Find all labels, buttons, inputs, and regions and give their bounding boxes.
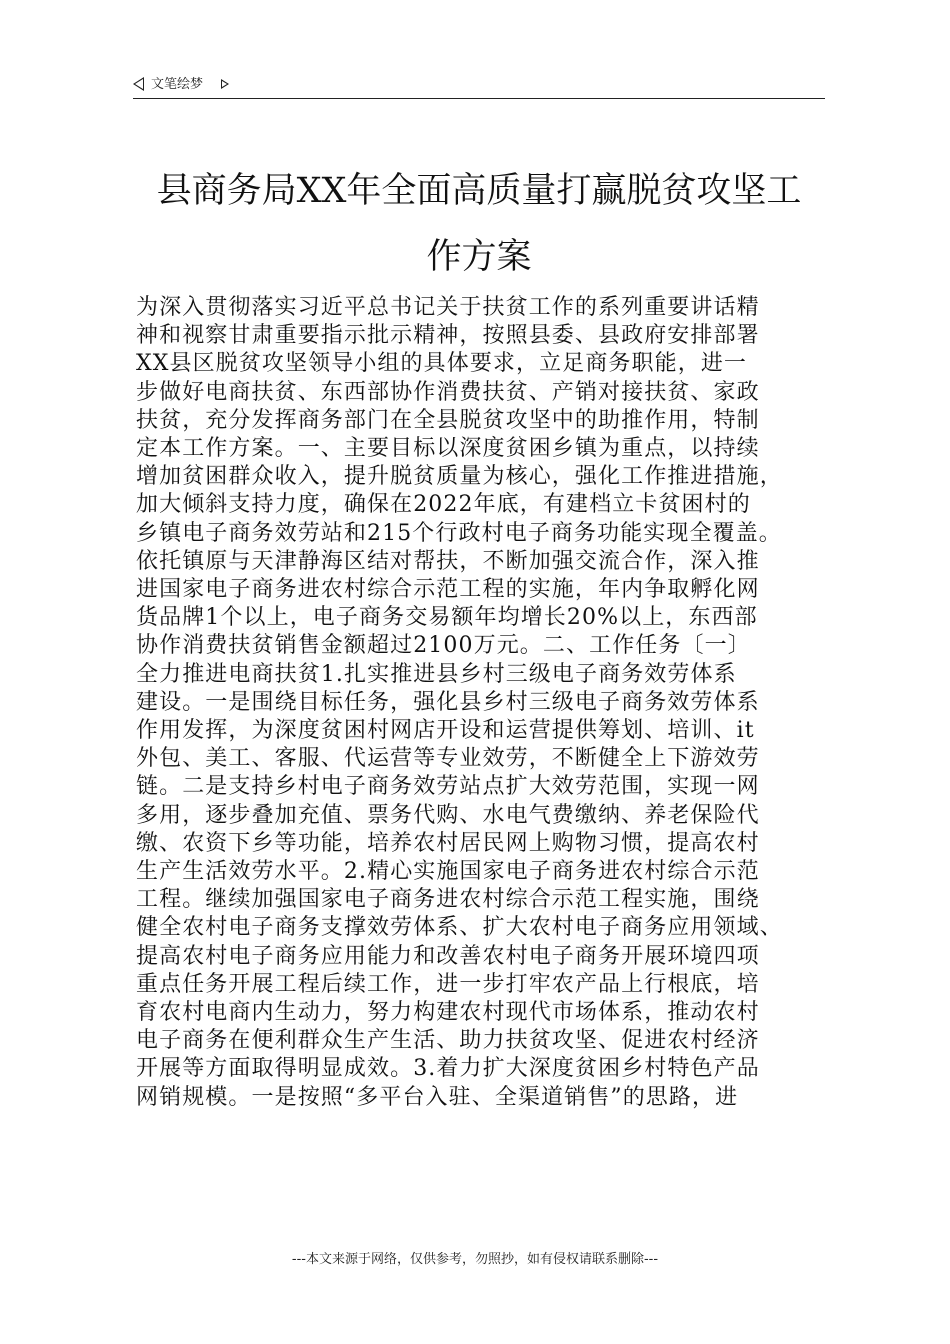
body-line: 多用，逐步叠加充值、票务代购、水电气费缴纳、养老保险代: [136, 802, 760, 828]
body-line: 建设。一是围绕目标任务，强化县乡村三级电子商务效劳体系: [136, 689, 760, 715]
body-line: 育农村电商内生动力，努力构建农村现代市场体系，推动农村: [136, 1000, 760, 1026]
body-paragraph: [136, 294, 836, 1112]
body-line: 作用发挥，为深度贫困村网店开设和运营提供筹划、培训、it: [136, 718, 755, 744]
body-line: 健全农村电子商务支撑效劳体系、扩大农村电子商务应用领域、: [136, 915, 783, 941]
page-header: [133, 76, 825, 99]
body-line: 为深入贯彻落实习近平总书记关于扶贫工作的系列重要讲话精: [136, 295, 760, 320]
body-line: 提高农村电子商务应用能力和改善农村电子商务开展环境四项: [136, 943, 760, 969]
body-line: 开展等方面取得明显成效。3.着力扩大深度贫困乡村特色产品: [136, 1056, 760, 1082]
body-line: 电子商务在便利群众生产生活、助力扶贫攻坚、促进农村经济: [136, 1028, 760, 1054]
body-line: 工程。继续加强国家电子商务进农村综合示范工程实施，围绕: [136, 887, 760, 913]
body-line: 进国家电子商务进农村综合示范工程的实施，年内争取孵化网: [136, 577, 760, 603]
body-line: 步做好电商扶贫、东西部协作消费扶贫、产销对接扶贫、家政: [136, 379, 760, 405]
body-line: 全力推进电商扶贫1.扎实推进县乡村三级电子商务效劳体系: [136, 661, 737, 687]
body-line: 乡镇电子商务效劳站和215个行政村电子商务功能实现全覆盖。: [136, 520, 782, 546]
triangle-left-icon: [133, 77, 144, 91]
body-line: 扶贫，充分发挥商务部门在全县脱贫攻坚中的助推作用，特制: [136, 407, 760, 433]
title-line-1: 县商务局XX年全面高质量打赢脱贫攻坚工: [156, 171, 802, 211]
body-line: 货品牌1个以上，电子商务交易额年均增长20%以上，东西部: [136, 605, 758, 631]
document-title: [133, 158, 825, 290]
header-brand: 文笔绘梦: [151, 77, 204, 92]
body-line: 依托镇原与天津静海区结对帮扶，不断加强交流合作，深入推: [136, 548, 760, 574]
body-line: 神和视察甘肃重要指示批示精神，按照县委、县政府安排部署: [136, 323, 760, 349]
body-line: XX县区脱贫攻坚领导小组的具体要求，立足商务职能，进一: [136, 351, 748, 377]
body-line: 加大倾斜支持力度，确保在2022年底，有建档立卡贫困村的: [136, 492, 751, 518]
body-line: 外包、美工、客服、代运营等专业效劳，不断健全上下游效劳: [136, 746, 760, 772]
body-line: 协作消费扶贫销售金额超过2100万元。二、工作任务〔一〕: [136, 633, 751, 659]
body-line: 定本工作方案。一、主要目标以深度贫困乡镇为重点，以持续: [136, 436, 760, 462]
body-line: 链。二是支持乡村电子商务效劳站点扩大效劳范围，实现一网: [136, 774, 760, 800]
triangle-right-icon: [221, 79, 229, 89]
body-line: 网销规模。一是按照“多平台入驻、全渠道销售”的思路，进: [136, 1084, 739, 1110]
footer-disclaimer: ---本文来源于网络，仅供参考，勿照抄，如有侵权请联系删除---: [291, 1252, 659, 1267]
body-line: 生产生活效劳水平。2.精心实施国家电子商务进农村综合示范: [136, 859, 760, 885]
title-line-2: 作方案: [426, 237, 532, 277]
body-line: 重点任务开展工程后续工作，进一步打牢农产品上行根底，培: [136, 971, 760, 997]
body-line: 增加贫困群众收入，提升脱贫质量为核心，强化工作推进措施，: [136, 464, 783, 490]
body-line: 缴、农资下乡等功能，培养农村居民网上购物习惯，提高农村: [136, 830, 760, 856]
